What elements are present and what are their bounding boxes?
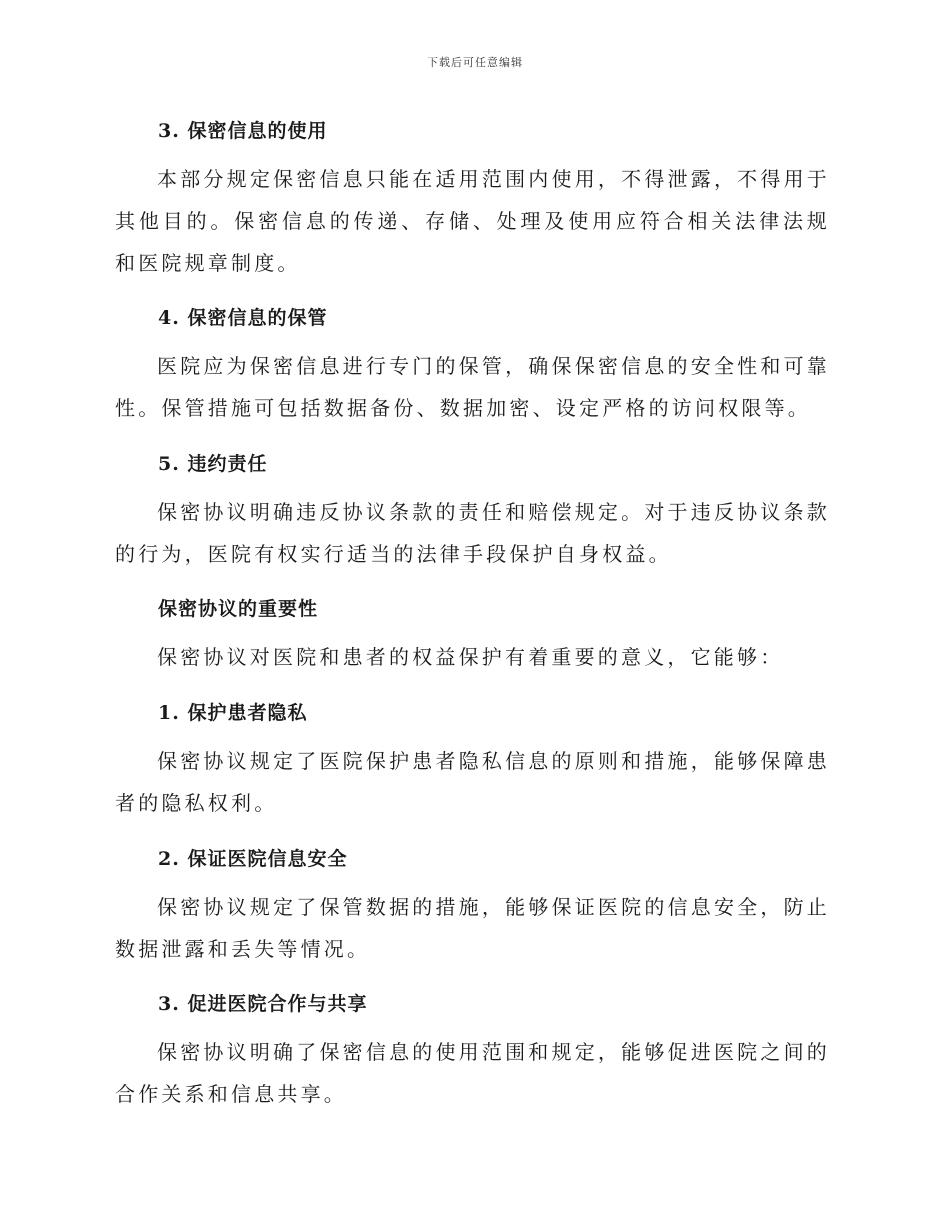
paragraph-importance: 保密协议对医院和患者的权益保护有着重要的意义，它能够：	[157, 645, 784, 669]
page-header: 下载后可任意编辑	[427, 56, 523, 69]
paragraph-custody: 医院应为保密信息进行专门的保管，确保保密信息的安全性和可靠性。保管措施可包括数据备份、数据加密、设定严格的访问权限等。	[115, 354, 830, 420]
paragraph-breach: 保密协议明确违反协议条款的责任和赔偿规定。对于违反协议条款的行为，医院有权实行适当的法律手段保护自身权益。	[115, 500, 830, 566]
section-heading-privacy: 1. 保护患者隐私	[158, 702, 308, 724]
section-heading-breach: 5. 违约责任	[158, 453, 268, 475]
section-heading-importance: 保密协议的重要性	[158, 598, 319, 620]
section-heading-cooperation: 3. 促进医院合作与共享	[158, 993, 368, 1015]
section-heading-security: 2. 保证医院信息安全	[158, 848, 348, 870]
paragraph-security: 保密协议规定了保管数据的措施，能够保证医院的信息安全，防止数据泄露和丢失等情况。	[115, 895, 830, 961]
paragraph-privacy: 保密协议规定了医院保护患者隐私信息的原则和措施，能够保障患者的隐私权利。	[115, 749, 830, 815]
paragraph-cooperation: 保密协议明确了保密信息的使用范围和规定，能够促进医院之间的合作关系和信息共享。	[115, 1040, 830, 1106]
paragraph-use: 本部分规定保密信息只能在适用范围内使用，不得泄露，不得用于其他目的。保密信息的传递、存储、处理及使用应符合相关法律法规和医院规章制度。	[115, 167, 830, 275]
section-heading-use: 3. 保密信息的使用	[158, 120, 328, 142]
section-heading-custody: 4. 保密信息的保管	[158, 307, 328, 329]
